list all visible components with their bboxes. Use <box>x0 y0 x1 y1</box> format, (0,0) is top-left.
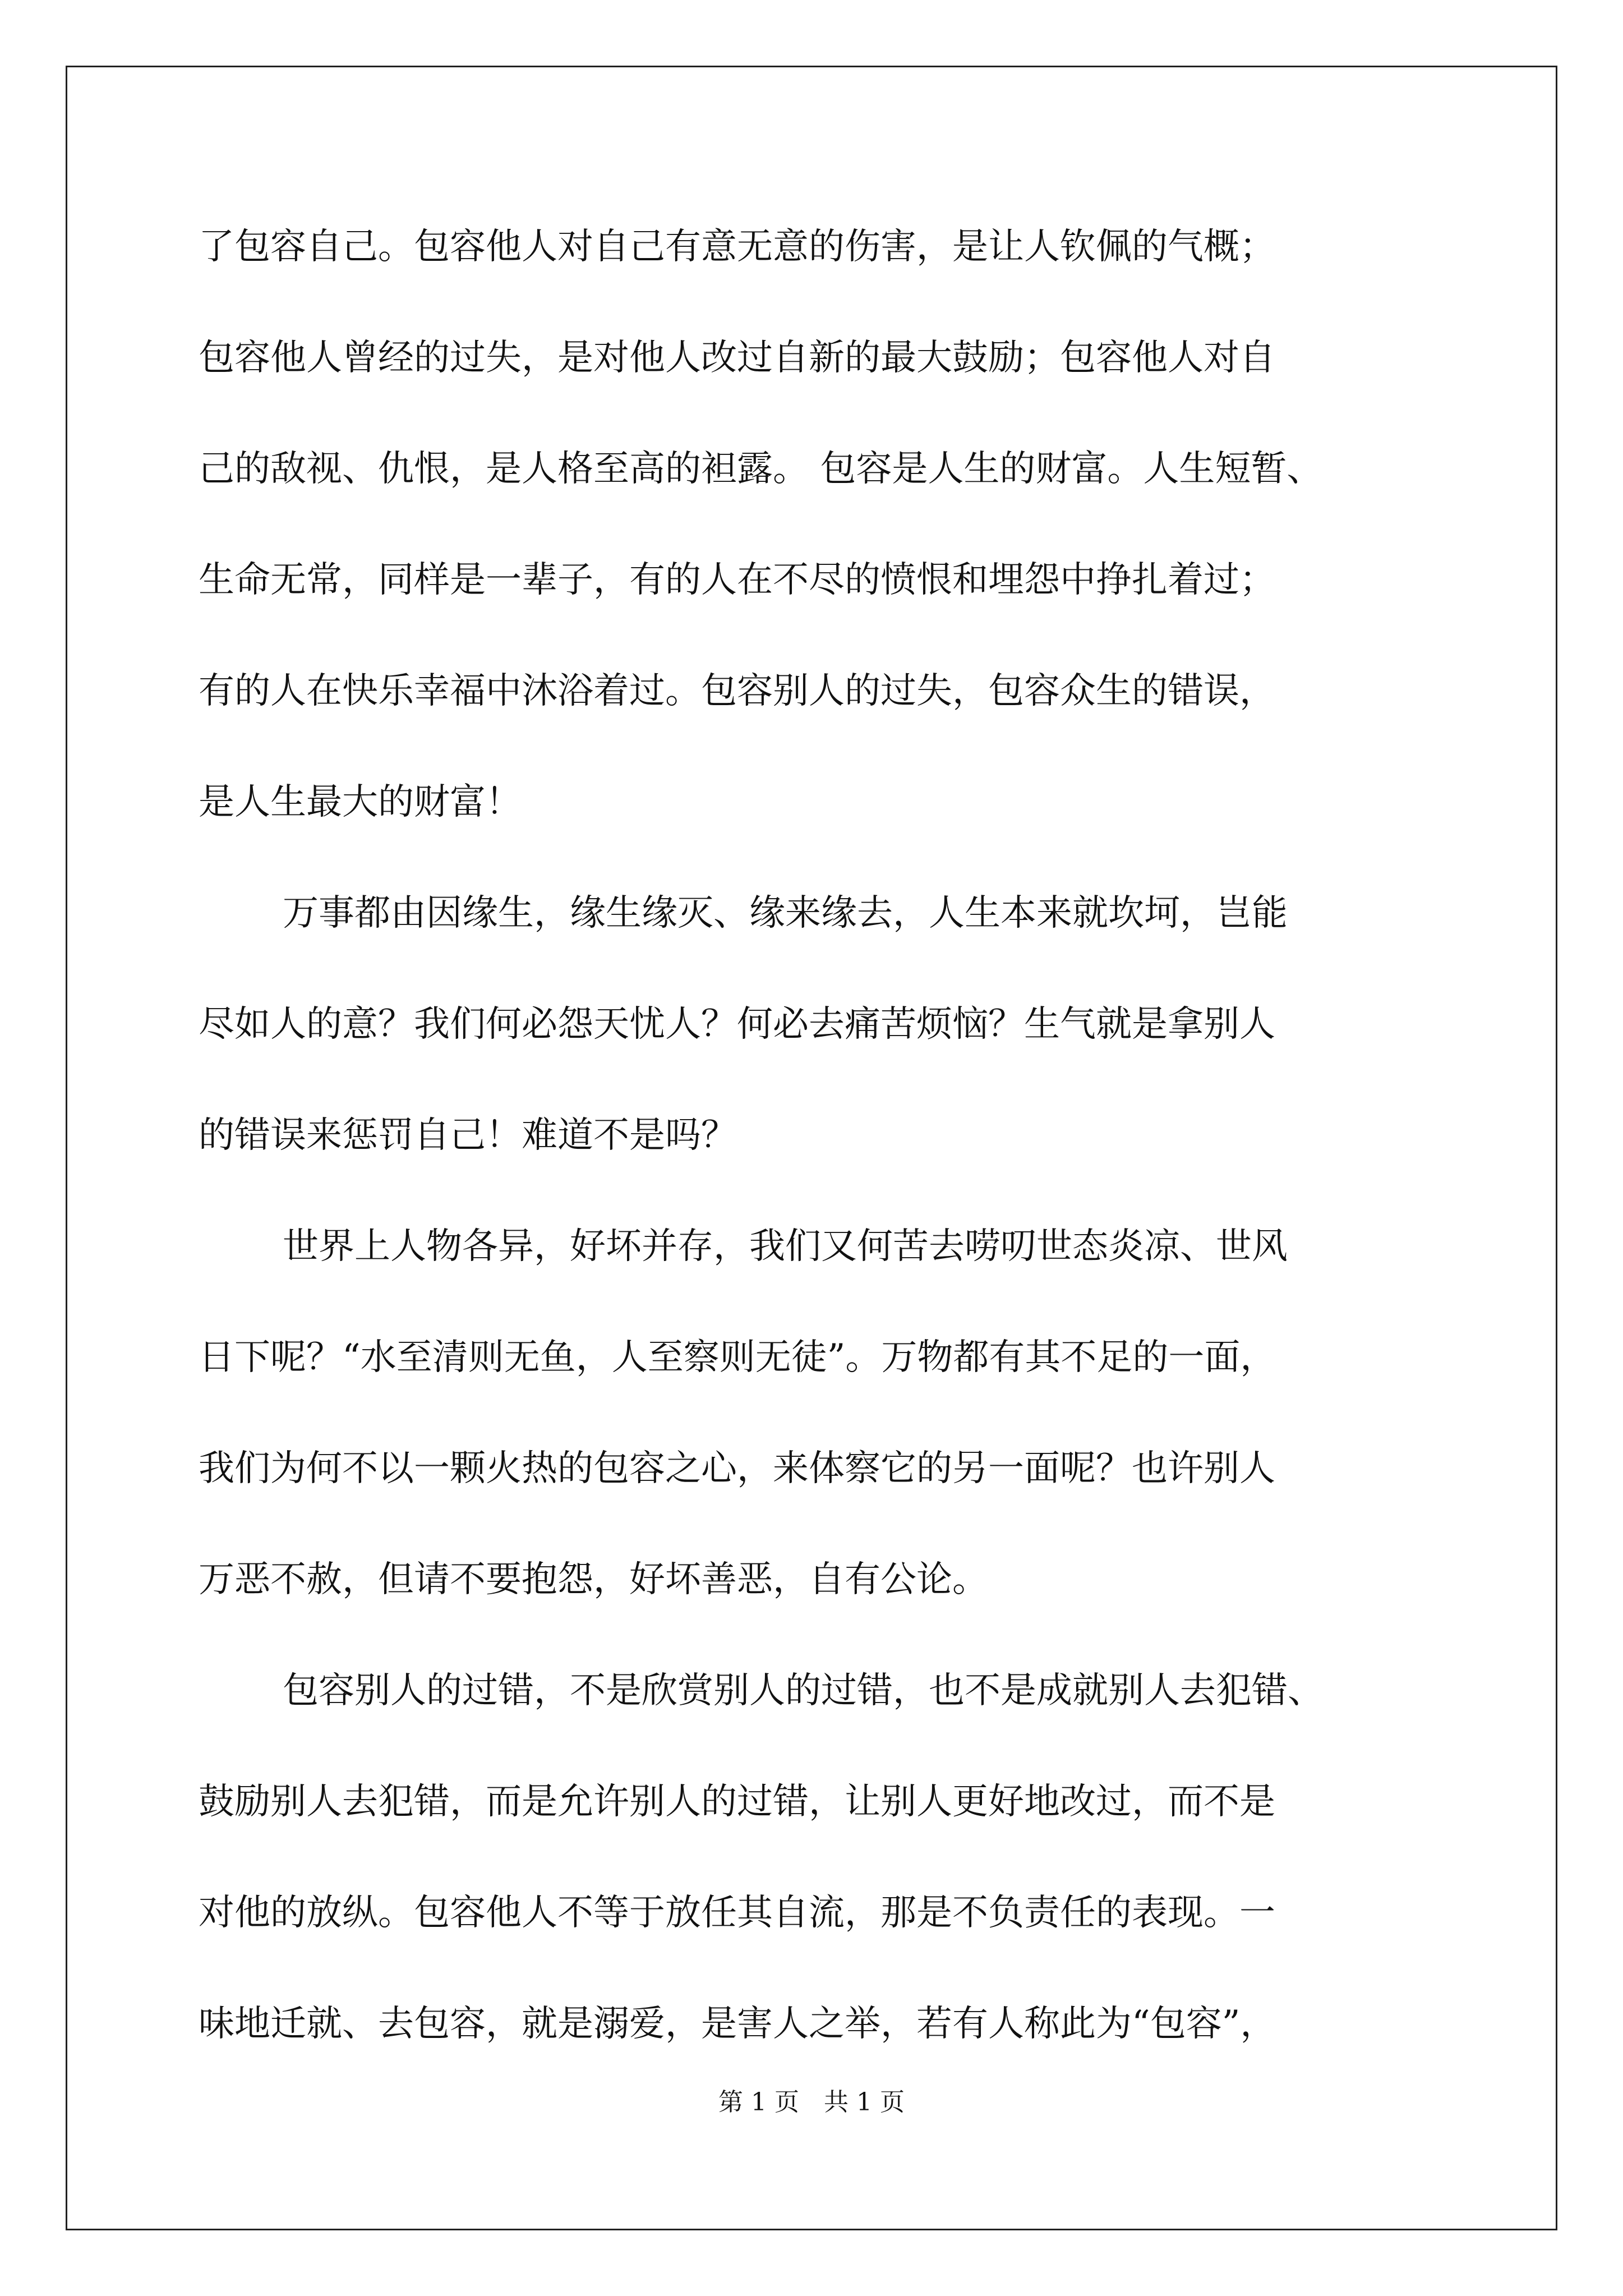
text-line: 的错误来惩罚自己！难道不是吗？ <box>199 1115 737 1156</box>
text-line: 是人生最大的财富！ <box>199 781 522 823</box>
text-line: 对他的放纵。包容他人不等于放任其自流，那是不负责任的表现。一 <box>199 1892 1275 1934</box>
text-line: 包容他人曾经的过失，是对他人改过自新的最大鼓励；包容他人对自 <box>199 337 1275 379</box>
text-line: 万恶不赦，但请不要抱怨，好坏善恶，自有公论。 <box>199 1559 988 1600</box>
text-line: 世界上人物各异，好坏并存，我们又何苦去唠叨世态炎凉、世风 <box>283 1226 1288 1267</box>
text-line: 日下呢？“水至清则无鱼，人至察则无徒”。万物都有其不足的一面， <box>199 1337 1276 1378</box>
text-line: 了包容自己。包容他人对自己有意无意的伤害，是让人钦佩的气概； <box>199 226 1275 268</box>
text-line: 有的人在快乐幸福中沐浴着过。包容别人的过失，包容众生的错误， <box>199 670 1275 712</box>
text-line: 包容别人的过错，不是欣赏别人的过错，也不是成就别人去犯错、 <box>283 1670 1324 1711</box>
text-line: 我们为何不以一颗火热的包容之心，来体察它的另一面呢？也许别人 <box>199 1448 1275 1489</box>
text-line: 生命无常，同样是一辈子，有的人在不尽的愤恨和埋怨中挣扎着过； <box>199 559 1275 601</box>
text-line: 己的敌视、仇恨，是人格至高的袒露。 包容是人生的财富。人生短暂、 <box>199 448 1323 490</box>
page-footer: 第 1 页 共 1 页 <box>718 2088 905 2116</box>
text-line: 尽如人的意？我们何必怨天忧人？何必去痛苦烦恼？生气就是拿别人 <box>199 1004 1275 1045</box>
text-line: 万事都由因缘生，缘生缘灭、缘来缘去，人生本来就坎坷，岂能 <box>283 892 1288 934</box>
text-line: 味地迁就、去包容，就是溺爱，是害人之举，若有人称此为“包容”， <box>199 2003 1276 2045</box>
text-line: 鼓励别人去犯错，而是允许别人的过错，让别人更好地改过，而不是 <box>199 1781 1275 1823</box>
